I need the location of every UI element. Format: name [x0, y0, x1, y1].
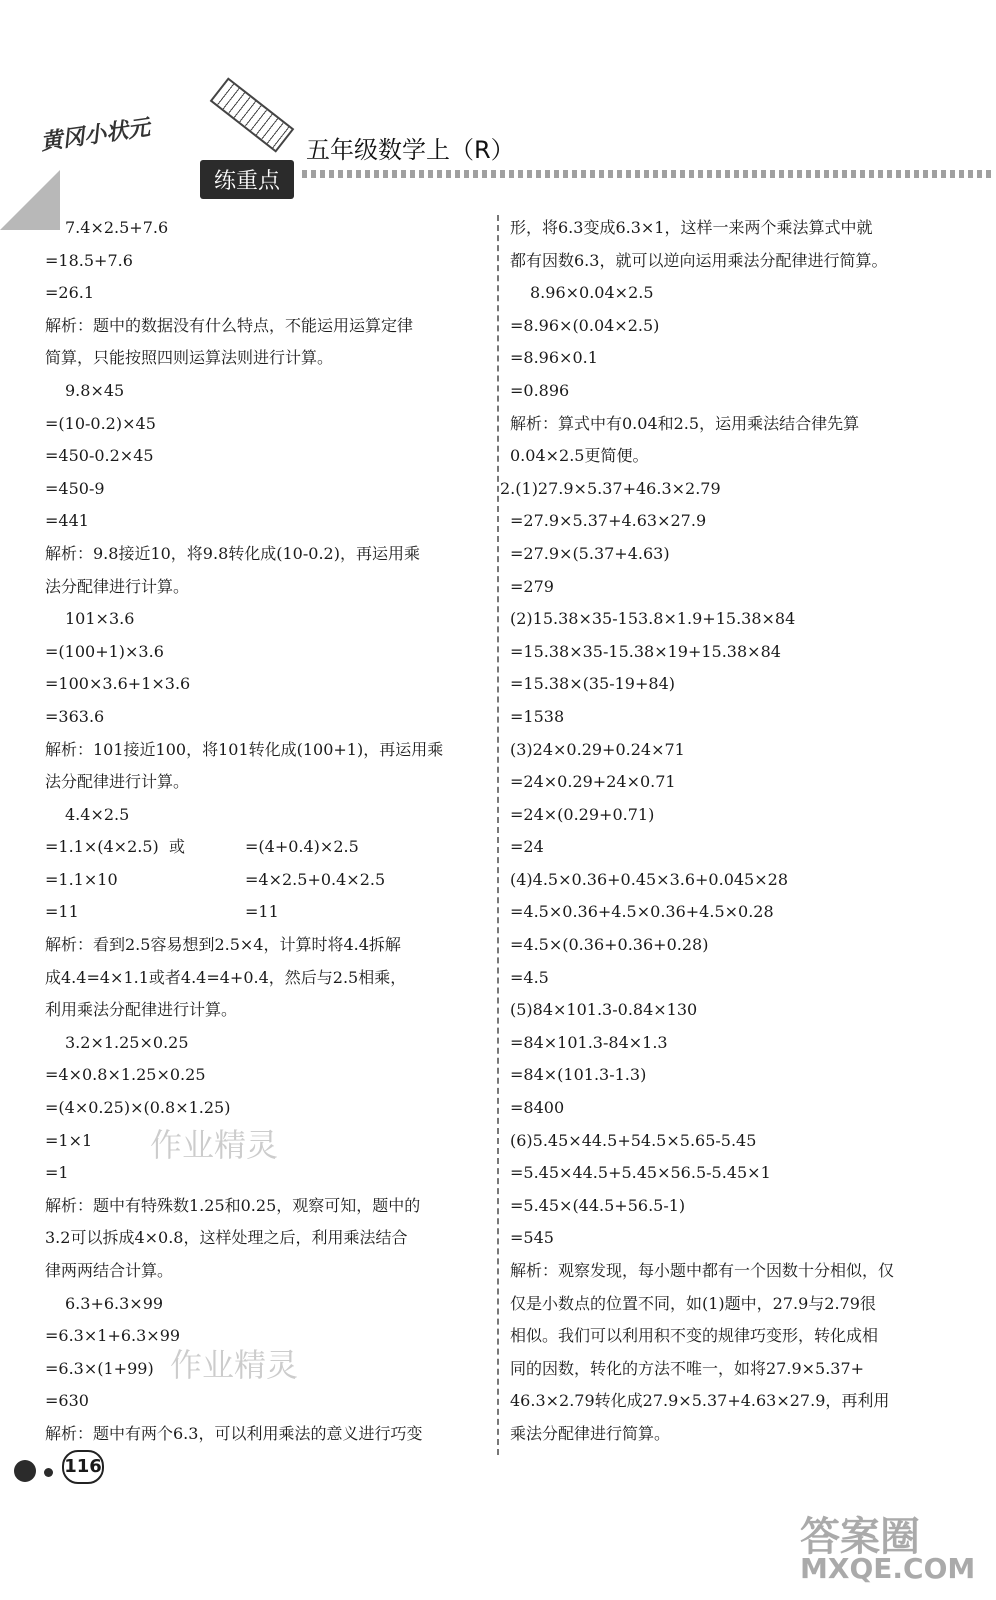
text-line: =6.3×1+6.3×99	[45, 1326, 181, 1346]
text-line: =450-0.2×45	[45, 446, 154, 466]
paired-line	[45, 831, 485, 864]
text-line: 律两两结合计算。	[45, 1261, 174, 1280]
text-line: =5.45×(44.5+56.5-1)	[510, 1195, 686, 1215]
text-line: 解析：题中有两个6.3，可以利用乘法的意义进行巧变	[45, 1423, 423, 1443]
text-line: 解析：9.8接近10，将9.8转化成(10-0.2)，再运用乘	[45, 543, 420, 563]
text-line: =450-9	[45, 478, 105, 498]
text-line: =15.38×35-15.38×19+15.38×84	[510, 641, 781, 661]
text-line: 解析：101接近100，将101转化成(100+1)，再运用乘	[45, 739, 444, 759]
text-line: =(10-0.2)×45	[45, 413, 156, 433]
text-line: =4.5×(0.36+0.36+0.28)	[510, 935, 709, 955]
text-line: =1	[45, 1163, 69, 1183]
paired-line	[45, 896, 485, 929]
text-line: =15.38×(35-19+84)	[510, 674, 675, 694]
text-line: =(4×0.25)×(0.8×1.25)	[45, 1098, 231, 1118]
text-line: =11	[245, 902, 279, 922]
text-line: =24	[510, 837, 544, 857]
text-line: =0.896	[510, 380, 570, 400]
text-line: 解析：算式中有0.04和2.5，运用乘法结合律先算	[510, 413, 860, 433]
text-line: 4.4×2.5	[65, 804, 130, 824]
text-line: =4×2.5+0.4×2.5	[245, 869, 386, 889]
text-line: =100×3.6+1×3.6	[45, 674, 191, 694]
text-line: =545	[510, 1228, 554, 1248]
text-line: 解析：题中的数据没有什么特点，不能运用运算定律	[45, 315, 414, 335]
text-line: 46.3×2.79转化成27.9×5.37+4.63×27.9，再利用	[510, 1391, 890, 1411]
text-line: =27.9×(5.37+4.63)	[510, 543, 670, 563]
text-line: 3.2×1.25×0.25	[65, 1032, 189, 1052]
text-line: =5.45×44.5+5.45×56.5-5.45×1	[510, 1163, 771, 1183]
page-number: 116	[62, 1450, 104, 1484]
text-line: 相似。我们可以利用积不变的规律巧变形，转化成相	[510, 1326, 879, 1346]
text-line: 0.04×2.5更简便。	[510, 446, 649, 466]
right-column	[500, 212, 970, 1451]
text-line: =84×(101.3-1.3)	[510, 1065, 647, 1085]
page-header	[0, 0, 996, 200]
text-line: 8.96×0.04×2.5	[530, 283, 654, 303]
text-line: 101×3.6	[65, 609, 135, 629]
text-line: =24×0.29+24×0.71	[510, 772, 676, 792]
text-line: =(4+0.4)×2.5	[245, 837, 359, 857]
text-line: =11	[45, 902, 79, 922]
text-line: =1×1	[45, 1130, 93, 1150]
text-line: 解析：观察发现，每小题中都有一个因数十分相似，仅	[510, 1261, 895, 1280]
text-line: =(100+1)×3.6	[45, 641, 164, 661]
text-line: 9.8×45	[65, 380, 125, 400]
book-title: 五年级数学上（R）	[306, 136, 515, 164]
text-line: (3)24×0.29+0.24×71	[510, 739, 685, 759]
text-line: =8.96×(0.04×2.5)	[510, 315, 660, 335]
text-line: =630	[45, 1391, 89, 1411]
text-line: =4.5	[510, 967, 549, 987]
watermark-brand: 答案圈	[800, 1514, 920, 1560]
text-line: 3.2可以拆成4×0.8，这样处理之后，利用乘法结合	[45, 1228, 408, 1248]
text-line: (2)15.38×35-153.8×1.9+15.38×84	[510, 609, 796, 629]
text-line: 成4.4=4×1.1或者4.4=4+0.4，然后与2.5相乘，	[45, 967, 407, 987]
column-divider	[497, 215, 499, 1455]
text-line: 利用乘法分配律进行计算。	[45, 1000, 238, 1020]
ruler-icon	[210, 77, 295, 152]
text-line: 都有因数6.3，就可以逆向运用乘法分配律进行简算。	[510, 250, 888, 270]
text-line: =6.3×(1+99)	[45, 1358, 154, 1378]
text-line: 法分配律进行计算。	[45, 772, 190, 792]
text-line: =1538	[510, 706, 565, 726]
text-line: 仅是小数点的位置不同，如(1)题中，27.9与2.79很	[510, 1293, 876, 1313]
text-line: =4.5×0.36+4.5×0.36+4.5×0.28	[510, 902, 774, 922]
text-line: 乘法分配律进行简算。	[510, 1423, 671, 1443]
text-line: 2.(1)27.9×5.37+46.3×2.79	[500, 478, 721, 498]
text-line: (4)4.5×0.36+0.45×3.6+0.045×28	[510, 869, 788, 889]
text-line: =26.1	[45, 283, 95, 303]
text-line: 同的因数，转化的方法不唯一，如将27.9×5.37+	[510, 1358, 865, 1378]
text-line: 法分配律进行计算。	[45, 576, 190, 596]
text-line: =1.1×10	[45, 869, 118, 889]
header-divider	[302, 170, 992, 178]
watermark: 作业精灵	[170, 1346, 299, 1384]
text-line: 解析：看到2.5容易想到2.5×4，计算时将4.4拆解	[45, 935, 401, 955]
text-line: =18.5+7.6	[45, 250, 133, 270]
left-column	[45, 212, 485, 1451]
watermark-site: MXQE.COM	[800, 1552, 976, 1585]
text-line: =8400	[510, 1098, 565, 1118]
text-line: =441	[45, 511, 89, 531]
text-line: 解析：题中有特殊数1.25和0.25，观察可知，题中的	[45, 1195, 421, 1215]
text-line: =279	[510, 576, 554, 596]
text-line: 7.4×2.5+7.6	[65, 218, 169, 237]
text-line: =4×0.8×1.25×0.25	[45, 1065, 206, 1085]
watermark: 作业精灵	[150, 1126, 279, 1164]
text-line: =363.6	[45, 706, 105, 726]
text-line: 6.3+6.3×99	[65, 1293, 164, 1313]
brand-logo: 黄冈小状元	[39, 115, 152, 156]
text-line: =1.1×(4×2.5) 或	[45, 837, 185, 857]
text-line: (5)84×101.3-0.84×130	[510, 1000, 698, 1020]
text-line: =27.9×5.37+4.63×27.9	[510, 511, 707, 531]
text-line: =24×(0.29+0.71)	[510, 804, 655, 824]
text-line: 形，将6.3变成6.3×1，这样一来两个乘法算式中就	[510, 218, 873, 237]
text-line: (6)5.45×44.5+54.5×5.65-5.45	[510, 1130, 757, 1150]
text-line: 简算，只能按照四则运算法则进行计算。	[45, 348, 334, 368]
bullet-icon	[14, 1460, 36, 1482]
bullet-icon	[44, 1468, 53, 1477]
text-line: =8.96×0.1	[510, 348, 598, 368]
text-line: =84×101.3-84×1.3	[510, 1032, 668, 1052]
section-badge: 练重点	[200, 160, 294, 199]
paired-line	[45, 864, 485, 897]
